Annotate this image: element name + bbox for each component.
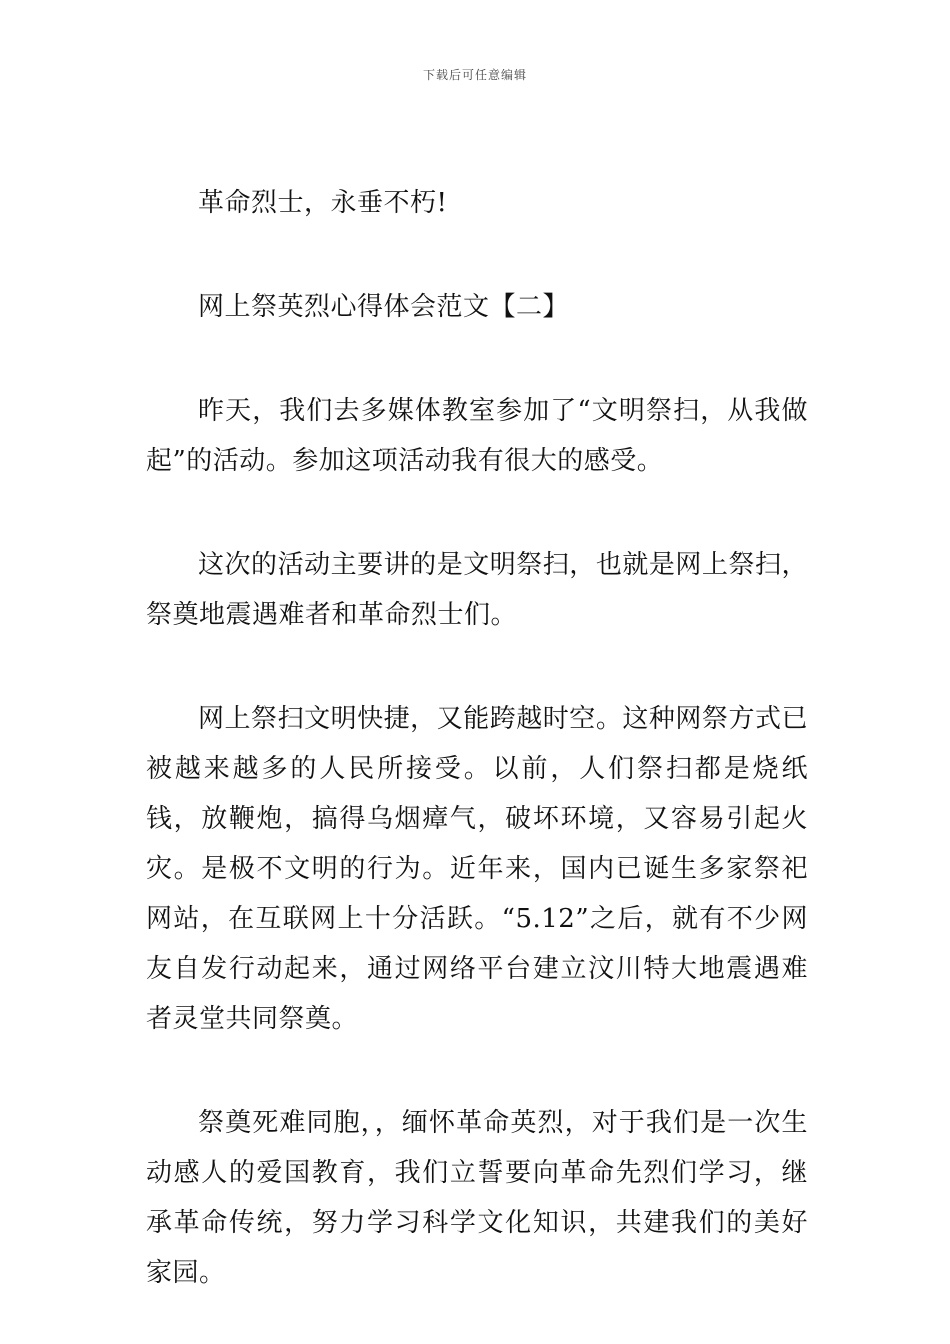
section-heading: 网上祭英烈心得体会范文【二】 [198, 292, 570, 322]
paragraph-online-benefits: 网上祭扫文明快捷，又能跨越时空。这种网祭方式已被越来越多的人民所接受。以前，人们祭扫都是烧纸钱，放鞭炮，搞得乌烟瘴气，破坏环境，又容易引起火灾。是极不文明的行为。近年来，国内已诞生多家祭祀网站，在互联网上十分活跃。“5.12”之后，就有不少网友自发行动起来，通过网络平台建立汶川特大地震遇难者灵堂共同祭奠。 [146, 704, 808, 1034]
paragraph-tribute: 革命烈士，永垂不朽! [198, 188, 448, 218]
page-header: 下载后可任意编辑 [422, 68, 527, 82]
document-body [146, 178, 808, 1298]
paragraph-activity: 昨天，我们去多媒体教室参加了“文明祭扫，从我做起”的活动。参加这项活动我有很大的感受。 [146, 396, 808, 476]
paragraph-spacer [146, 1044, 808, 1098]
paragraph-spacer [146, 228, 808, 282]
paragraph-spacer [146, 486, 808, 540]
paragraph-spacer [146, 332, 808, 386]
paragraph-online-memorial: 这次的活动主要讲的是文明祭扫，也就是网上祭扫，祭奠地震遇难者和革命烈士们。 [146, 550, 808, 630]
paragraph-conclusion: 祭奠死难同胞，，缅怀革命英烈，对于我们是一次生动感人的爱国教育，我们立誓要向革命先烈们学习，继承革命传统，努力学习科学文化知识，共建我们的美好家园。 [146, 1108, 808, 1288]
paragraph-spacer [146, 640, 808, 694]
